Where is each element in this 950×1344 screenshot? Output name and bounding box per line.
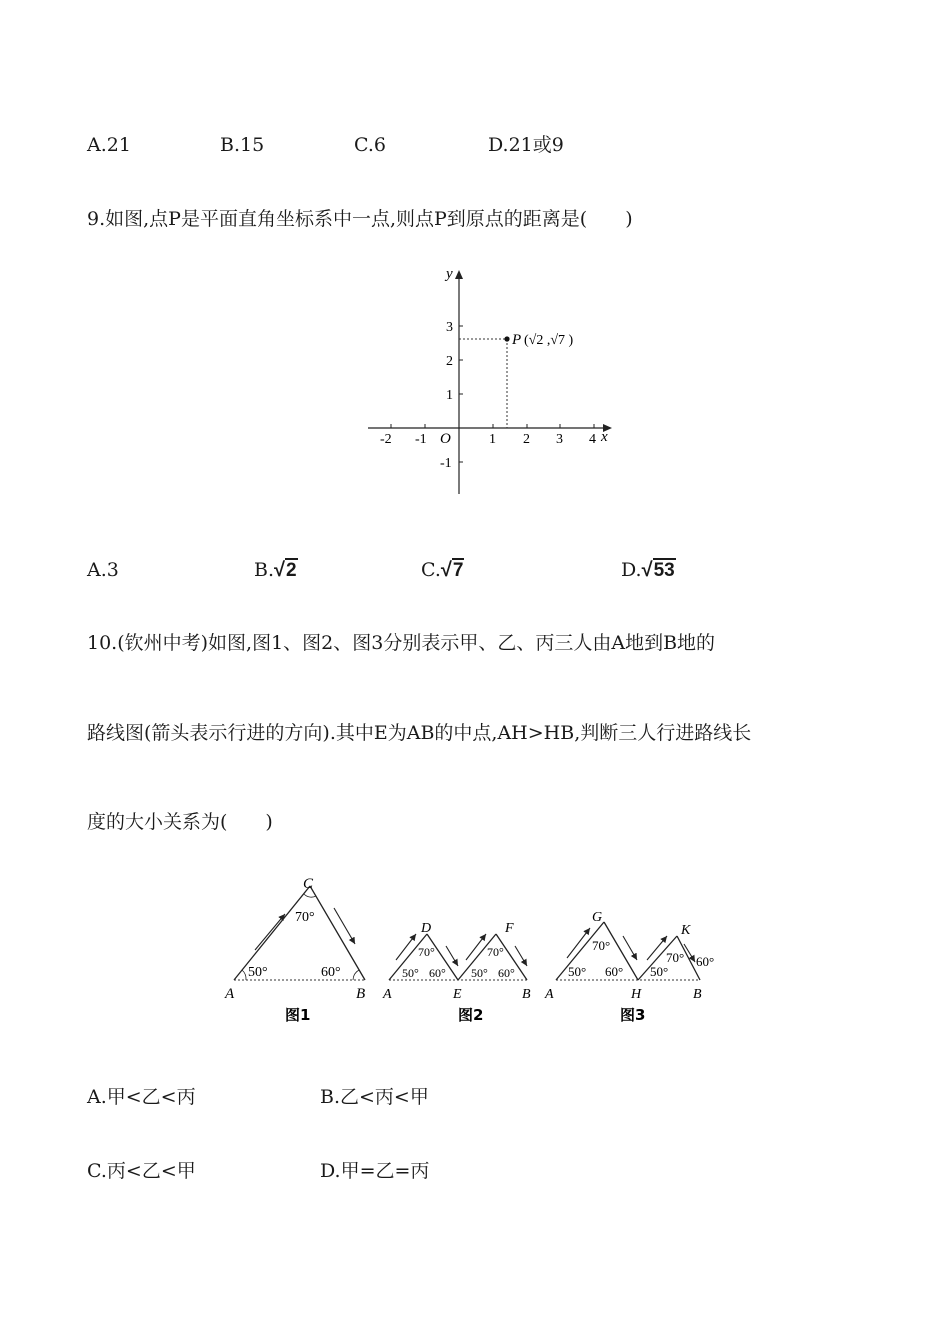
q10-stem-line-3: 度的大小关系为( )	[87, 811, 273, 833]
angle-label: 60°	[429, 966, 446, 980]
vertex-label: C	[303, 876, 314, 892]
angle-label: 50°	[471, 966, 488, 980]
angle-label: 70°	[418, 945, 435, 959]
q9-option-c-prefix: C.	[421, 559, 441, 581]
q8-option-d: D.21或9	[488, 134, 564, 156]
y-ticks	[459, 326, 463, 462]
figure-3	[544, 910, 714, 1024]
angle-label: 50°	[568, 964, 587, 979]
q10-stem-line-2: 路线图(箭头表示行进的方向).其中E为AB的中点,AH>HB,判断三人行进路线长	[87, 722, 752, 744]
point-p-label: P	[512, 332, 522, 348]
q8-option-a: A.21	[87, 134, 131, 156]
q10-option-b: B.乙<丙<甲	[320, 1086, 429, 1108]
sqrt-icon: √	[641, 559, 653, 581]
angle-label: 60°	[498, 966, 515, 980]
vertex-label: H	[631, 987, 642, 1002]
q9-option-d	[621, 558, 676, 583]
x-axis-label: x	[601, 429, 608, 445]
y-tick-label: 2	[446, 354, 453, 369]
route-arrow	[623, 936, 637, 960]
angle-label: 60°	[321, 965, 341, 980]
q10-option-a: A.甲<乙<丙	[87, 1086, 196, 1108]
route-arrow	[647, 936, 667, 960]
angle-label: 70°	[592, 938, 611, 953]
q9-option-b-prefix: B.	[254, 559, 275, 581]
figure-2	[382, 921, 531, 1024]
route-arrow	[466, 934, 486, 960]
angle-label: 60°	[605, 964, 624, 979]
q9-option-b	[254, 558, 298, 583]
vertex-label: G	[592, 910, 603, 925]
q10-route-figures	[222, 872, 722, 1032]
origin-label: O	[440, 431, 451, 447]
vertex-label: A	[545, 987, 554, 1002]
route-arrow	[255, 914, 285, 950]
q8-option-b: B.15	[220, 134, 265, 156]
sqrt-icon: √	[274, 559, 285, 581]
point-p	[504, 336, 509, 341]
angle-label: 70°	[295, 910, 315, 925]
y-axis-label: y	[446, 266, 453, 282]
q9-option-c	[421, 558, 464, 583]
angle-label: 50°	[248, 965, 268, 980]
angle-label: 50°	[402, 966, 419, 980]
x-tick-label: 3	[556, 432, 563, 447]
y-axis-arrow	[455, 270, 463, 279]
q10-option-c: C.丙<乙<甲	[87, 1160, 196, 1182]
route-arrow	[446, 946, 458, 966]
angle-label: 60°	[696, 954, 715, 969]
vertex-label: A	[225, 986, 235, 1002]
figure-caption: 图3	[620, 1006, 646, 1024]
q9-option-d-value: 53	[653, 560, 675, 581]
route-arrow	[396, 934, 416, 960]
angle-label: 50°	[650, 964, 669, 979]
q9-stem: 9.如图,点P是平面直角坐标系中一点,则点P到原点的距离是( )	[87, 208, 633, 230]
q9-option-d-prefix: D.	[621, 559, 642, 581]
y-tick-label: 3	[446, 320, 453, 335]
vertex-label: D	[421, 921, 432, 936]
vertex-label: B	[522, 987, 531, 1002]
route-arrow	[334, 908, 355, 944]
vertex-label: F	[505, 921, 514, 936]
y-tick-label: -1	[440, 456, 452, 471]
vertex-label: E	[453, 987, 462, 1002]
angle-label: 70°	[666, 950, 685, 965]
angle-label: 70°	[487, 945, 504, 959]
q9-option-b-value: 2	[286, 560, 297, 581]
sqrt-icon: √	[440, 559, 452, 581]
x-tick-label: -2	[380, 432, 392, 447]
q10-stem-line-1: 10.(钦州中考)如图,图1、图2、图3分别表示甲、乙、丙三人由A地到B地的	[87, 632, 716, 654]
figure-caption: 图2	[458, 1006, 484, 1024]
route-arrow	[515, 946, 527, 966]
point-p-coords: (√2 ,√7 )	[524, 333, 574, 348]
figure-1	[224, 876, 365, 1024]
vertex-label: A	[383, 987, 392, 1002]
q8-option-c: C.6	[354, 134, 386, 156]
x-tick-label: 4	[589, 432, 596, 447]
q9-coordinate-figure	[360, 262, 620, 502]
q10-option-d: D.甲=乙=丙	[320, 1160, 430, 1182]
y-tick-label: 1	[446, 388, 453, 403]
x-tick-label: 1	[489, 432, 496, 447]
x-tick-label: 2	[523, 432, 530, 447]
vertex-label: B	[693, 987, 702, 1002]
q9-option-a: A.3	[87, 559, 119, 581]
vertex-label: K	[681, 923, 691, 938]
x-tick-label: -1	[415, 432, 427, 447]
figure-caption: 图1	[285, 1006, 311, 1024]
vertex-label: B	[356, 986, 366, 1002]
q9-option-c-value: 7	[452, 560, 464, 581]
